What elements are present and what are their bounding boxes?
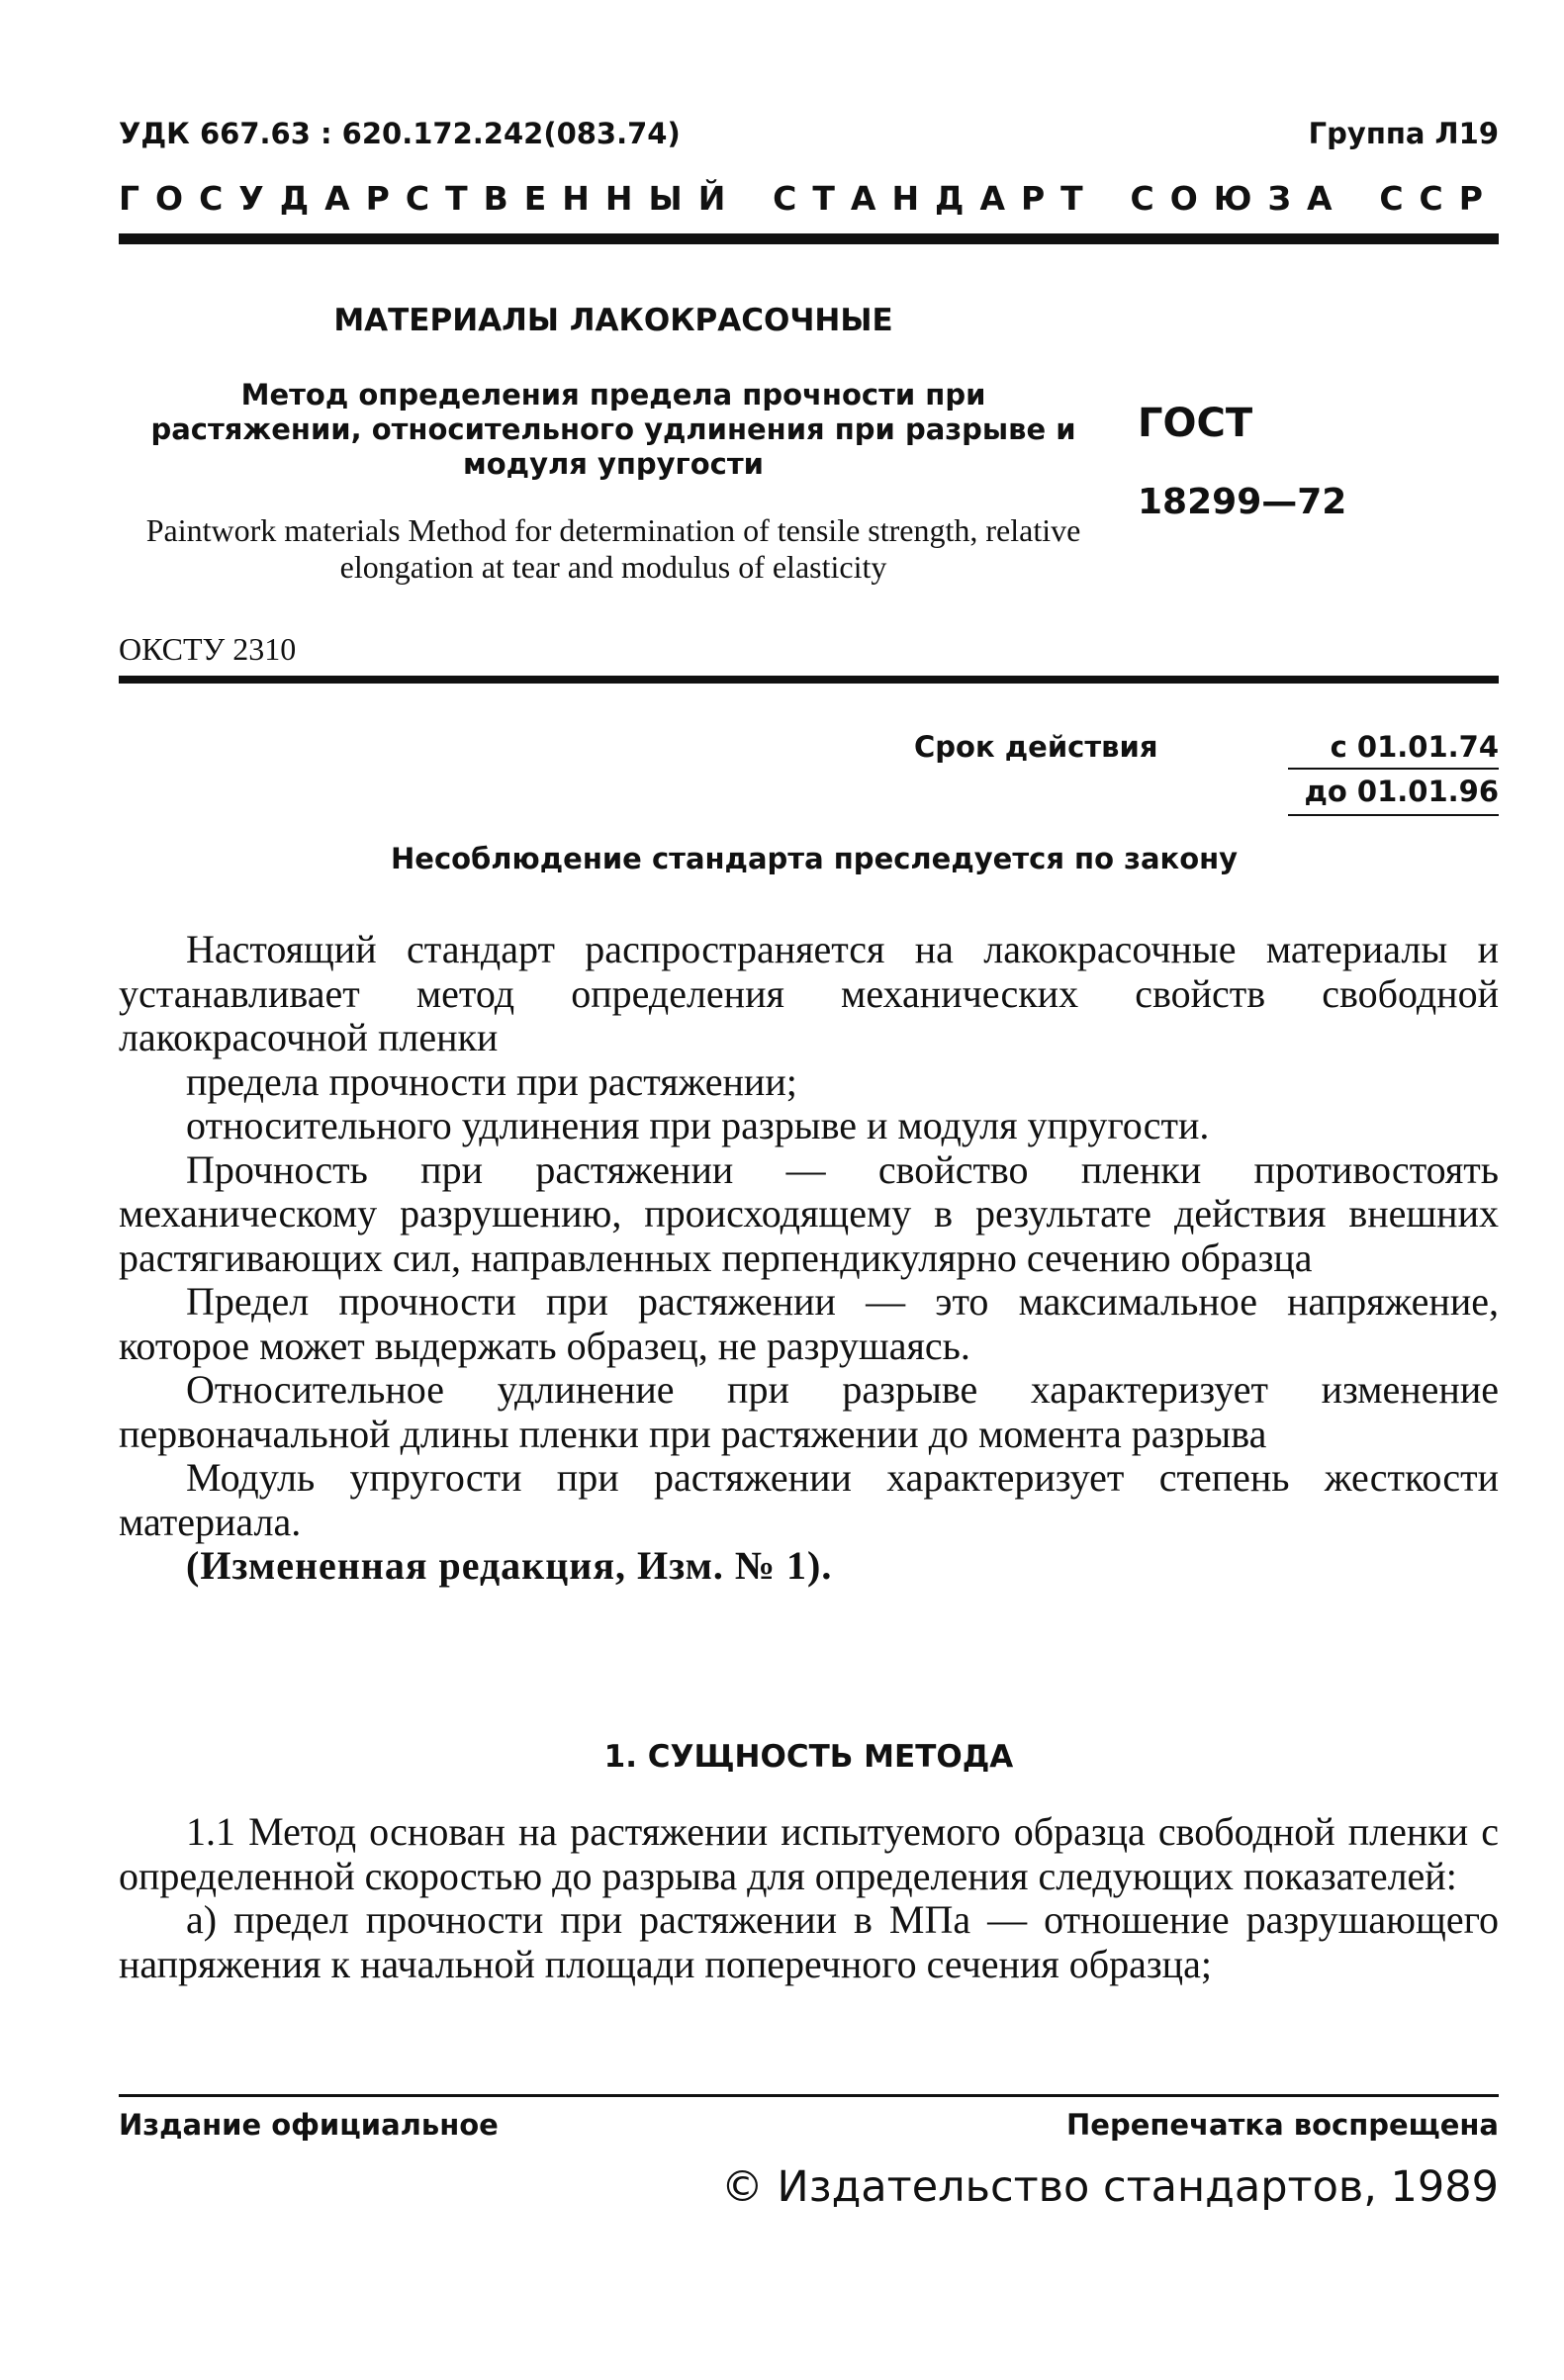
copyright: © Издательство стандартов, 1989: [720, 2162, 1499, 2212]
validity-label: Срок действия: [914, 730, 1158, 764]
group-code: Группа Л19: [1308, 117, 1499, 150]
title-rule: [119, 676, 1499, 684]
paragraph: Предел прочности при растяжении — это максимальное напряжение, которое может выдержать образец, не разрушаясь.: [119, 1279, 1499, 1368]
okstu-code: ОКСТУ 2310: [119, 631, 297, 667]
official-edition: Издание официальное: [119, 2108, 499, 2142]
paragraph: относительного удлинения при разрыве и модуля упругости.: [186, 1103, 1210, 1147]
law-notice: Несоблюдение стандарта преследуется по закону: [391, 842, 1239, 875]
section-heading: 1. СУЩНОСТЬ МЕТОДА: [603, 1739, 1014, 1775]
english-title: Paintwork materials Method for determination of tensile strength, relative elongation at tear and modulus of elasticity: [145, 512, 1081, 585]
paragraph: Настоящий стандарт распространяется на лакокрасочные материалы и устанавливает метод определения механических свойств свободной лакокрасочной пленки: [119, 927, 1499, 1059]
paragraph: 1.1 Метод основан на растяжении испытуемого образца свободной пленки с определенной скоростью до разрыва для определения следующих показателей:: [119, 1809, 1499, 1898]
paragraph: Модуль упругости при растяжении характеризует степень жесткости материала.: [119, 1455, 1499, 1544]
document-subtitle: Метод определения предела прочности при растяжении, относительного удлинения при разрыве и модуля упругости: [150, 378, 1076, 481]
paragraph: Прочность при растяжении — свойство пленки противостоять механическому разрушению, происходящему в результате действия внешних растягивающих сил, направленных перпендикулярно сечению образца: [119, 1146, 1499, 1280]
validity-underline: [1288, 814, 1499, 816]
gost-label: ГОСТ: [1138, 401, 1253, 446]
header-rule: [119, 233, 1499, 244]
gost-number: 18299—72: [1138, 482, 1347, 522]
state-standard-banner: [119, 179, 1499, 218]
validity-divider: [1288, 768, 1499, 770]
banner-word: СОЮЗА: [1130, 179, 1348, 218]
section-text: [119, 1810, 1499, 1986]
intro-text: [119, 928, 1499, 1589]
udk-code: УДК 667.63 : 620.172.242(083.74): [119, 117, 681, 150]
valid-from-date: с 01.01.74: [1330, 730, 1499, 764]
footer-rule: [119, 2094, 1499, 2097]
valid-to-date: до 01.01.96: [1304, 775, 1499, 808]
reprint-notice: Перепечатка воспрещена: [1066, 2108, 1499, 2142]
banner-word: ССР: [1379, 179, 1499, 218]
paragraph: Относительное удлинение при разрыве характеризует изменение первоначальной длины пленки при растяжении до момента разрыва: [119, 1367, 1499, 1456]
banner-word: ГОСУДАРСТВЕННЫЙ: [119, 179, 742, 218]
paragraph: а) предел прочности при растяжении в МПа — отношение разрушающего напряжения к начальной площади поперечного сечения образца;: [119, 1897, 1499, 1986]
paragraph: предела прочности при растяжении;: [186, 1058, 797, 1104]
banner-word: СТАНДАРТ: [773, 179, 1099, 218]
document-title: МАТЕРИАЛЫ ЛАКОКРАСОЧНЫЕ: [333, 303, 893, 338]
amendment-note: (Измененная редакция, Изм. № 1).: [186, 1543, 833, 1588]
